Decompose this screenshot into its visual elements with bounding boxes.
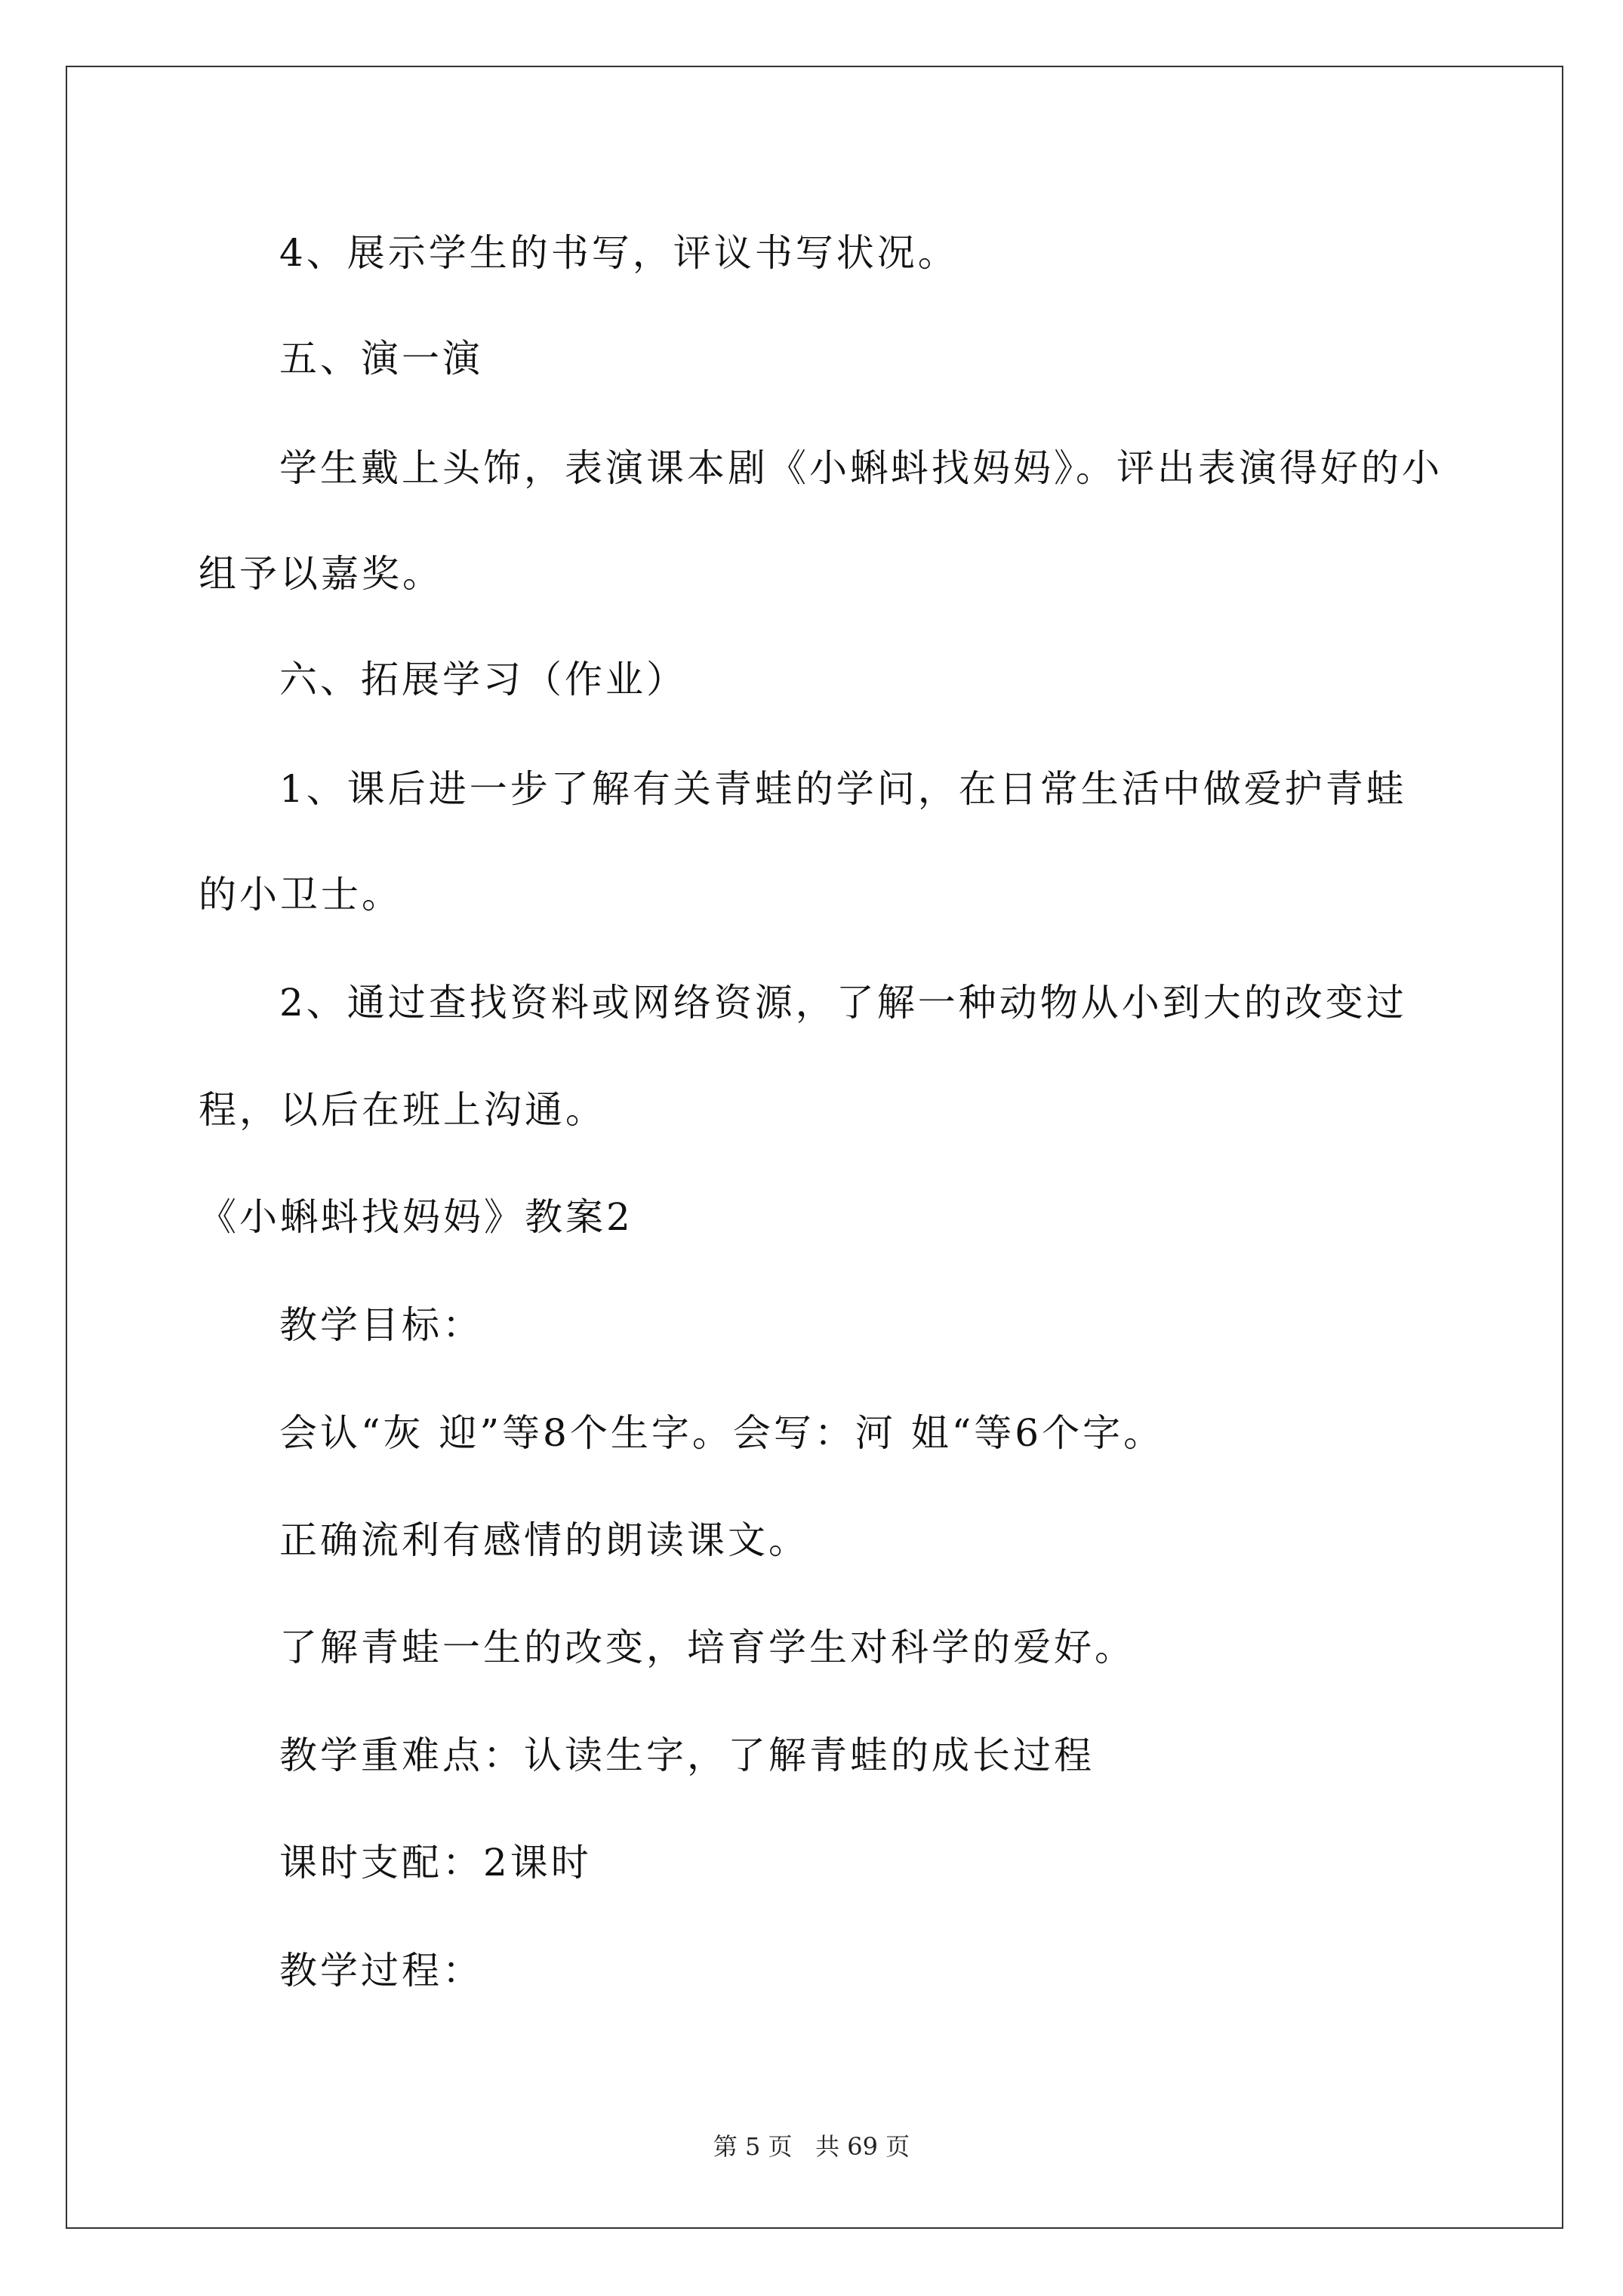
heading-extended-learning: 六、拓展学习（作业） bbox=[279, 658, 687, 701]
page-number-footer: 第 5 页 共 69 页 bbox=[713, 2132, 910, 2161]
goal-frog-life-cycle: 了解青蛙一生的改变，培育学生对科学的爱好。 bbox=[279, 1626, 1135, 1669]
paragraph-show-writing: 4、展示学生的书写，评议书写状况。 bbox=[279, 231, 959, 275]
paragraph-homework1-line1: 1、课后进一步了解有关青蛙的学问，在日常生活中做爱护青蛙 bbox=[279, 767, 1407, 811]
heading-teaching-goals: 教学目标： bbox=[279, 1303, 483, 1347]
paragraph-play-line1: 学生戴上头饰，表演课本剧《小蝌蚪找妈妈》。评出表演得好的小 bbox=[279, 446, 1443, 490]
paragraph-homework1-line2: 的小卫士。 bbox=[199, 873, 402, 917]
page-border bbox=[66, 66, 1563, 2229]
section-title-lesson-plan-2: 《小蝌蚪找妈妈》教案2 bbox=[199, 1195, 633, 1239]
key-difficult-points: 教学重难点：认读生字，了解青蛙的成长过程 bbox=[279, 1734, 1095, 1777]
heading-act-it-out: 五、演一演 bbox=[279, 337, 483, 381]
class-hours: 课时支配：2课时 bbox=[279, 1841, 592, 1885]
paragraph-homework2-line2: 程，以后在班上沟通。 bbox=[199, 1088, 606, 1132]
paragraph-homework2-line1: 2、通过查找资料或网络资源，了解一种动物从小到大的改变过 bbox=[279, 981, 1407, 1025]
goal-read-fluently: 正确流利有感情的朗读课文。 bbox=[279, 1518, 809, 1562]
goal-recognize-characters: 会认“灰 迎”等8个生字。会写：河 姐“等6个字。 bbox=[279, 1411, 1165, 1455]
heading-teaching-process: 教学过程： bbox=[279, 1949, 483, 1992]
paragraph-play-line2: 组予以嘉奖。 bbox=[199, 552, 443, 596]
